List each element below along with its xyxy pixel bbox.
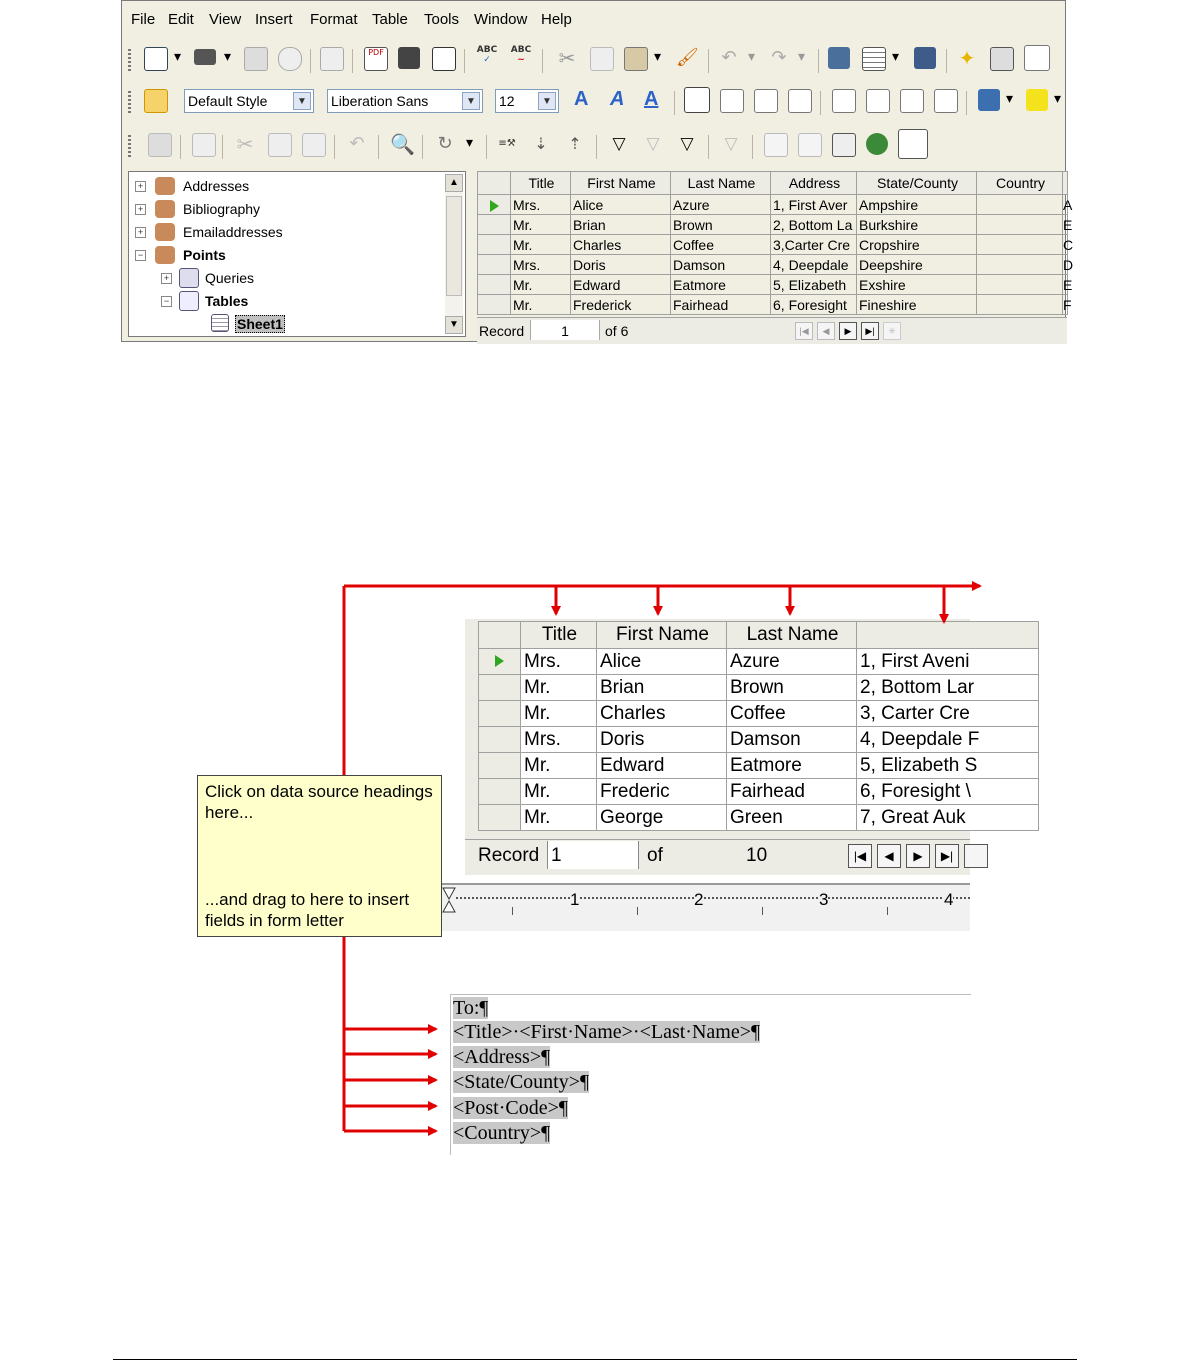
grid-cell[interactable]: Deepshire <box>857 255 977 275</box>
menu-file[interactable]: File <box>131 11 156 28</box>
grid-cell[interactable]: Brian <box>597 675 727 701</box>
previous-record-icon[interactable]: ◀ <box>817 322 835 340</box>
grid-cell[interactable]: 1, First Aveni <box>857 649 1039 675</box>
grid-cell-clipped[interactable]: E <box>1063 216 1073 233</box>
chevron-down-icon[interactable]: ▾ <box>174 49 182 65</box>
expand-icon[interactable]: + <box>135 204 146 215</box>
apply-filter-icon[interactable]: ▽ <box>646 134 660 154</box>
column-header-title[interactable]: Title <box>511 172 571 195</box>
ruler-mark: 1 <box>570 890 580 909</box>
grid-cell-clipped[interactable]: C <box>1063 236 1074 253</box>
grid-cell[interactable]: 1, First Aver <box>771 195 857 215</box>
grid-cell[interactable]: Mr. <box>521 779 597 805</box>
expand-icon[interactable]: + <box>161 273 172 284</box>
bold-icon[interactable]: A <box>574 88 589 110</box>
record-navigation-bar: Record 1 of 6 |◀ ◀ ▶ ▶| ✳ <box>477 317 1067 344</box>
grid-cell[interactable]: 2, Bottom La <box>771 215 857 235</box>
first-record-icon[interactable]: |◀ <box>795 322 813 340</box>
menu-view[interactable]: View <box>209 11 242 28</box>
grid-cell[interactable]: Edward <box>597 753 727 779</box>
chevron-down-icon[interactable]: ▾ <box>892 49 900 65</box>
data-source-explorer: + Addresses + Bibliography + Emailaddresses − Points + Queries − Tables Sheet1 ▲ ▼ <box>128 171 466 337</box>
grid-cell[interactable]: Fairhead <box>727 779 857 805</box>
grid-cell[interactable]: 3,Carter Cre <box>771 235 857 255</box>
column-header-last-name[interactable]: Last Name <box>671 172 771 195</box>
column-header-address[interactable]: Address <box>771 172 857 195</box>
grid-cell-clipped[interactable]: F <box>1063 296 1072 313</box>
doc-line-to[interactable]: To:¶ <box>453 997 489 1019</box>
grid-cell[interactable]: 4, Deepdale F <box>857 727 1039 753</box>
grid-cell[interactable]: 6, Foresight <box>771 295 857 315</box>
grid-cell[interactable]: Mr. <box>511 215 571 235</box>
doc-line-address-field[interactable]: <Address>¶ <box>453 1046 551 1068</box>
ruler-mark: 2 <box>694 890 704 909</box>
grid-cell[interactable]: Brown <box>727 675 857 701</box>
grid-cell[interactable]: Azure <box>671 195 771 215</box>
menu-window[interactable]: Window <box>474 11 528 28</box>
column-header-last-name[interactable]: Last Name <box>727 622 857 649</box>
grid-cell[interactable]: Mrs. <box>511 255 571 275</box>
callout-text-bottom: ...and drag to here to insert fields in form letter <box>205 890 410 930</box>
grid-cell[interactable]: Coffee <box>727 701 857 727</box>
grid-cell[interactable]: Mr. <box>511 235 571 255</box>
chevron-down-icon[interactable]: ▼ <box>293 92 311 110</box>
grid-cell[interactable]: Ampshire <box>857 195 977 215</box>
grid-cell[interactable]: Azure <box>727 649 857 675</box>
expand-icon[interactable]: + <box>135 227 146 238</box>
expand-icon[interactable]: + <box>135 181 146 192</box>
grid-cell[interactable]: Charles <box>571 235 671 255</box>
grid-cell[interactable]: Damson <box>671 255 771 275</box>
grid-cell[interactable]: Brian <box>571 215 671 235</box>
spellcheck-icon[interactable]: ABC ✓ <box>476 45 498 65</box>
menu-table[interactable]: Table <box>372 11 408 28</box>
column-header-title[interactable]: Title <box>521 622 597 649</box>
record-number-field[interactable]: 1 <box>547 841 639 869</box>
first-record-icon[interactable]: |◀ <box>848 844 872 868</box>
collapse-icon[interactable]: − <box>135 250 146 261</box>
callout-text-top: Click on data source headings here... <box>205 782 433 822</box>
grid-cell[interactable]: Mr. <box>521 701 597 727</box>
grid-cell-clipped[interactable]: A <box>1063 196 1073 213</box>
grid-cell[interactable]: Cropshire <box>857 235 977 255</box>
menu-insert[interactable]: Insert <box>255 11 293 28</box>
record-number-field[interactable]: 1 <box>530 320 600 340</box>
last-record-icon[interactable]: ▶| <box>935 844 959 868</box>
grid-cell[interactable]: Doris <box>597 727 727 753</box>
chevron-down-icon[interactable]: ▾ <box>466 135 474 151</box>
font-size-select[interactable]: 12 ▼ <box>495 89 559 113</box>
undo-icon[interactable]: ↶ <box>349 133 365 154</box>
grid-cell[interactable]: Eatmore <box>671 275 771 295</box>
grid-cell[interactable]: Eatmore <box>727 753 857 779</box>
grid-cell[interactable]: Mr. <box>521 675 597 701</box>
ruler-mark: 3 <box>819 890 829 909</box>
chevron-down-icon[interactable]: ▾ <box>748 49 756 65</box>
grid-cell[interactable]: Frederic <box>597 779 727 805</box>
sort-descending-icon[interactable]: ⇡ <box>568 134 582 153</box>
doc-line-country-field[interactable]: <Country>¶ <box>453 1122 551 1144</box>
underline-icon[interactable]: A <box>644 88 659 110</box>
menu-format[interactable]: Format <box>310 11 358 28</box>
font-name-select[interactable]: Liberation Sans ▼ <box>327 89 483 113</box>
remove-filter-icon[interactable]: ▽ <box>724 134 738 154</box>
column-header-country[interactable]: Country <box>977 172 1063 195</box>
grid-cell[interactable]: Alice <box>571 195 671 215</box>
grid-cell[interactable]: Edward <box>571 275 671 295</box>
paragraph-style-select[interactable]: Default Style ▼ <box>184 89 314 113</box>
clone-formatting-icon[interactable]: 🖌 <box>676 47 699 68</box>
grid-cell[interactable]: Mrs. <box>511 195 571 215</box>
chevron-down-icon[interactable]: ▾ <box>654 49 662 65</box>
grid-cell[interactable]: 3, Carter Cre <box>857 701 1039 727</box>
italic-icon[interactable]: A <box>610 88 625 110</box>
scroll-down-icon[interactable]: ▼ <box>445 316 463 334</box>
chevron-down-icon[interactable]: ▾ <box>224 49 232 65</box>
grid-cell[interactable]: Fairhead <box>671 295 771 315</box>
next-record-icon[interactable]: ▶ <box>839 322 857 340</box>
chevron-down-icon[interactable]: ▼ <box>538 92 556 110</box>
grid-cell[interactable]: Doris <box>571 255 671 275</box>
grid-cell-clipped[interactable]: D <box>1063 256 1074 273</box>
menu-tools[interactable]: Tools <box>424 11 460 28</box>
grid-cell[interactable]: 5, Elizabeth S <box>857 753 1039 779</box>
standard-filter-icon[interactable]: ▽ <box>680 134 694 154</box>
column-header-first-name[interactable]: First Name <box>597 622 727 649</box>
grid-cell[interactable]: Mrs. <box>521 649 597 675</box>
grid-cell[interactable]: 4, Deepdale <box>771 255 857 275</box>
cut-icon[interactable]: ✂ <box>558 46 576 70</box>
grid-cell[interactable]: Mr. <box>521 805 597 831</box>
menu-help[interactable]: Help <box>541 11 572 28</box>
grid-cell[interactable]: Mrs. <box>521 727 597 753</box>
cut-icon[interactable]: ✂ <box>236 132 254 156</box>
next-record-icon[interactable]: ▶ <box>906 844 930 868</box>
grid-cell[interactable]: Mr. <box>521 753 597 779</box>
grid-cell[interactable]: Damson <box>727 727 857 753</box>
column-header-state-county[interactable]: State/County <box>857 172 977 195</box>
new-record-icon[interactable]: ✳ <box>883 322 901 340</box>
sort-icon[interactable]: ≡⚒ <box>498 138 516 149</box>
search-icon[interactable]: 🔍 <box>390 132 415 156</box>
grid-cell[interactable]: Coffee <box>671 235 771 255</box>
page-footer-rule <box>113 1359 1077 1360</box>
chevron-down-icon[interactable]: ▾ <box>1006 91 1014 107</box>
grid-cell[interactable]: 6, Foresight \ <box>857 779 1039 805</box>
chevron-down-icon[interactable]: ▾ <box>798 49 806 65</box>
autospellcheck-icon[interactable]: ABC ~ <box>510 45 532 65</box>
autofilter-icon[interactable]: ▽ <box>612 134 626 154</box>
redo-icon[interactable]: ↷ <box>771 47 787 68</box>
grid-cell[interactable]: 5, Elizabeth <box>771 275 857 295</box>
last-record-icon[interactable]: ▶| <box>861 322 879 340</box>
grid-cell[interactable]: Charles <box>597 701 727 727</box>
grid-cell[interactable]: 2, Bottom Lar <box>857 675 1039 701</box>
grid-cell-clipped[interactable]: E <box>1063 276 1073 293</box>
grid-cell[interactable]: Green <box>727 805 857 831</box>
grid-cell[interactable]: Fineshire <box>857 295 977 315</box>
undo-icon[interactable]: ↶ <box>721 47 737 68</box>
grid-cell[interactable]: Burkshire <box>857 215 977 235</box>
doc-line-postcode-field[interactable]: <Post·Code>¶ <box>453 1097 568 1119</box>
grid-cell[interactable]: Alice <box>597 649 727 675</box>
refresh-icon[interactable]: ↻ <box>437 133 453 154</box>
grid-cell[interactable]: Brown <box>671 215 771 235</box>
chevron-down-icon[interactable]: ▾ <box>1054 91 1062 107</box>
navigator-icon[interactable]: ✦ <box>958 46 976 70</box>
export-pdf-icon[interactable]: PDF <box>364 47 388 71</box>
sort-ascending-icon[interactable]: ⇣ <box>534 134 548 153</box>
grid-cell[interactable]: 7, Great Auk <box>857 805 1039 831</box>
ruler-mark: 4 <box>944 890 954 909</box>
doc-line-name-fields[interactable]: <Title>·<First·Name>·<Last·Name>¶ <box>453 1021 761 1043</box>
previous-record-icon[interactable]: ◀ <box>877 844 901 868</box>
record-navigation-bar: Record 1 of 10 |◀ ◀ ▶ ▶| <box>465 839 970 875</box>
column-header-first-name[interactable]: First Name <box>571 172 671 195</box>
menu-edit[interactable]: Edit <box>168 11 194 28</box>
grid-cell[interactable]: Mr. <box>511 275 571 295</box>
grid-cell[interactable]: Exshire <box>857 275 977 295</box>
grid-cell[interactable]: Frederick <box>571 295 671 315</box>
doc-line-state-field[interactable]: <State/County>¶ <box>453 1071 590 1093</box>
grid-cell[interactable]: Mr. <box>511 295 571 315</box>
collapse-icon[interactable]: − <box>161 296 172 307</box>
scroll-up-icon[interactable]: ▲ <box>445 174 463 192</box>
chevron-down-icon[interactable]: ▼ <box>462 92 480 110</box>
grid-cell[interactable]: George <box>597 805 727 831</box>
